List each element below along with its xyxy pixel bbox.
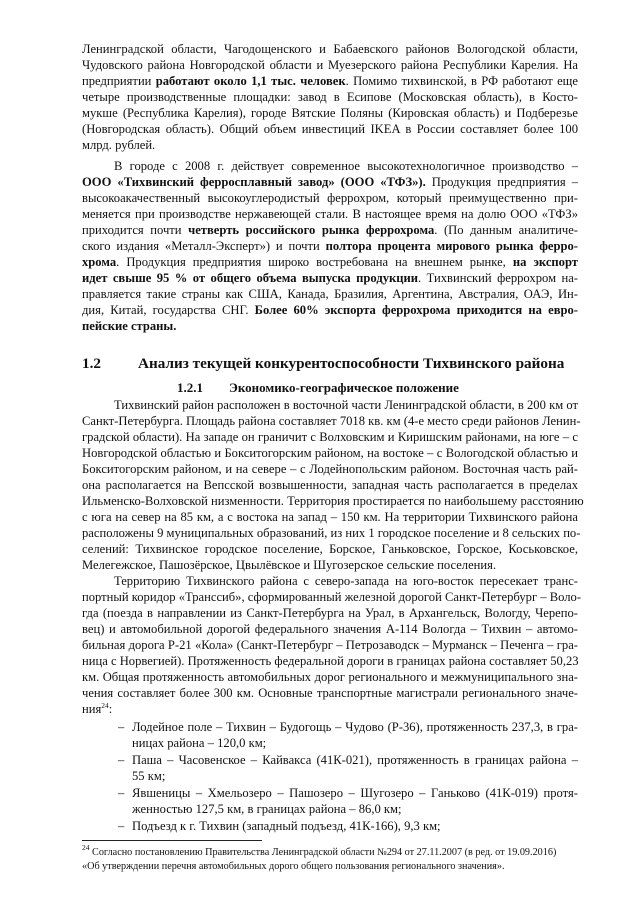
list-dash: –: [118, 819, 125, 833]
text-line: ницах района – 120,0 км;: [132, 736, 267, 750]
text-run: приходится почти: [82, 223, 189, 237]
text-run: ния: [82, 702, 102, 716]
text-line: правляется такие страны как США, Канада, Бразилия, Аргентина, Австралия, ОАЭ, Ин-: [82, 287, 578, 301]
text-line: Территорию Тихвинского района с северо-запада на юго-восток пересекает транс-: [114, 574, 578, 588]
text-line: Санкт-Петербурга. Площадь района составляет 7018 кв. км (4-е место среди районов Ленин-: [82, 414, 581, 428]
text-run: . Продукция предприятия широко востребована на внешнем рынке,: [116, 255, 513, 269]
text-line: Ленинградской области, Чагодощенского и Бабаевского районов Вологодской области,: [82, 42, 578, 56]
text-line: гда (поезда в направлении из Санкт-Петербурга на Урал, в Архангельск, Вологду, Черепо-: [82, 606, 578, 620]
text-line: градской области). На западе он граничит с Волховским и Киришским районами, на юге – с: [82, 430, 578, 444]
text-line: Ильменско-Волховской низменности. Территория простирается по наибольшему расстоянию: [82, 494, 584, 508]
subsection-title: Экономико-географическое положение: [229, 380, 459, 395]
text-line: [82, 174, 578, 190]
text-line: Бокситогорским районом, и на севере – с Лодейнопольским районом. Восточная часть рай-: [82, 462, 578, 476]
bold-text: хрома: [82, 255, 117, 269]
text-line: Лодейное поле – Тихвин – Будогощь – Чудово (Р-36), протяженность 237,3, в гра-: [132, 720, 578, 734]
text-line: портный коридор «Транссиб», сформированный железной дорогой Санкт-Петербург – Воло-: [82, 590, 582, 604]
text-line: Тихвинский район расположен в восточной части Ленинградской области, в 200 км от: [114, 398, 578, 412]
text-run: . (По данным аналитиче-: [434, 223, 578, 237]
bold-text: работают около 1,1 тыс. человек: [155, 74, 346, 88]
text-line: [82, 302, 578, 318]
text-line: ница с Норвегией). Протяженность федеральной дороги в границах района составляет 50,23: [82, 654, 579, 668]
text-line: Чудовского района Новгородской области и Муезерского района Республики Карелия. На: [82, 58, 578, 72]
text-line: вец) и автомобильной дорогой федерального значения А-114 Вологда – Тихвин – автомо-: [82, 622, 578, 636]
text-line: [82, 701, 578, 717]
list-dash: –: [118, 720, 125, 734]
text-line: бильная дорога Р-21 «Кола» (Санкт-Петербург – Петрозаводск – Мурманск – Печенга – гра-: [82, 638, 578, 652]
bold-text: ООО «Тихвинский ферросплавный завод» (ООО «ТФЗ»).: [82, 175, 426, 189]
footnote-line: «Об утверждении перечня автомобильных дорого общего пользования регионального значения».: [82, 861, 505, 872]
text-line: В городе с 2008 г. действует современное высокотехнологичное производство –: [114, 159, 578, 173]
text-line: с юга на север на 85 км, а с востока на запад – 150 км. На территории Тихвинского района: [82, 510, 578, 524]
text-line: (Новгородская область). Общий объем инвестиций IKEA в России составляет более 100: [82, 122, 578, 136]
text-line: расположены 9 муниципальных образований, из них 1 городское поселение и 8 сельских по-: [82, 526, 581, 540]
bold-text: четверть российского рынка феррохрома: [188, 223, 435, 237]
bold-text: идет свыше 95 % от общего объема выпуска продукции: [82, 271, 419, 285]
footnote-text: Согласно постановлению Правительства Ленинградской области №294 от 27.11.2007 (в ред. от 19.09.2016): [89, 847, 557, 858]
bold-text: на экспорт: [512, 255, 578, 269]
text-line: высокоакачественный высокоуглеродистый феррохром, который преимущественно при-: [82, 191, 578, 205]
subsection-number: 1.2.1: [177, 380, 203, 395]
bold-text: Более 60% экспорта феррохрома приходится на евро-: [254, 303, 578, 317]
text-run: . Тихвинский феррохром на-: [418, 271, 578, 285]
text-line: чения составляет более 300 км. Основные транспортные магистрали регионального значе-: [82, 686, 578, 700]
text-line: Подъезд к г. Тихвин (западный подъезд, 41К-166), 9,3 км;: [132, 819, 441, 833]
text-line: [82, 222, 578, 238]
text-line: Паша – Часовенское – Кайвакса (41К-021), протяженность в границах района –: [132, 753, 578, 767]
text-line: мукше (Республика Карелия), городе Вятские Поляны (Кировская область) и Подберезье: [82, 106, 578, 120]
text-line: Мелегежское, Пашозёрское, Цвылёвское и Шугозерское сельские поселения.: [82, 558, 497, 572]
text-run: . Помимо тихвинской, в РФ работают еще: [345, 74, 578, 88]
text-line: 55 км;: [132, 769, 166, 783]
footnote-separator: [82, 840, 262, 841]
text-line: [82, 73, 578, 89]
bold-text: полтора процента мирового рынка ферро-: [325, 239, 578, 253]
section-title: Анализ текущей конкурентоспособности Тихвинского района: [138, 355, 565, 372]
list-dash: –: [118, 753, 125, 767]
footnote-reference[interactable]: 24: [101, 701, 109, 710]
text-run: предприятии: [82, 74, 156, 88]
text-line: женностью 127,5 км, в границах района – 86,0 км;: [132, 802, 402, 816]
text-line: четыре производственные площадки: завод в Есипове (Московская область), в Косто-: [82, 90, 578, 104]
text-line: меняется при производстве нержавеющей стали. В настоящее время на долю ООО «ТФЗ»: [82, 207, 578, 221]
text-run: Продукция предприятия –: [425, 175, 578, 189]
list-dash: –: [118, 786, 125, 800]
text-line: км. Общая протяженность автомобильных дорог регионального и межмуниципального зна-: [82, 670, 578, 684]
text-line: пейские страны.: [82, 319, 177, 333]
text-line: млрд. рублей.: [82, 138, 156, 152]
footnote-line: [82, 843, 578, 860]
text-run: ского издания «Металл-Эксперт») и почти: [82, 239, 326, 253]
section-number: 1.2: [82, 355, 101, 372]
text-line: она располагается на Вепсской возвышенности, западная часть располагается в пределах: [82, 478, 578, 492]
text-line: Явшеницы – Хмельозеро – Пашозеро – Шугозеро – Ганьково (41К-019) протя-: [132, 786, 578, 800]
footnote-mark: 24: [82, 843, 90, 852]
text-line: [82, 238, 578, 254]
text-run: дия, Китай, государства СНГ.: [82, 303, 255, 317]
text-line: [82, 270, 578, 286]
text-line: [82, 254, 578, 270]
text-line: селений: Тихвинское городское поселение, Борское, Ганьковское, Горское, Коськовское,: [82, 542, 578, 556]
text-run: :: [108, 702, 113, 716]
text-line: Новгородской областью и Бокситогорским районом, на востоке – с Вологодской областью и: [82, 446, 578, 460]
